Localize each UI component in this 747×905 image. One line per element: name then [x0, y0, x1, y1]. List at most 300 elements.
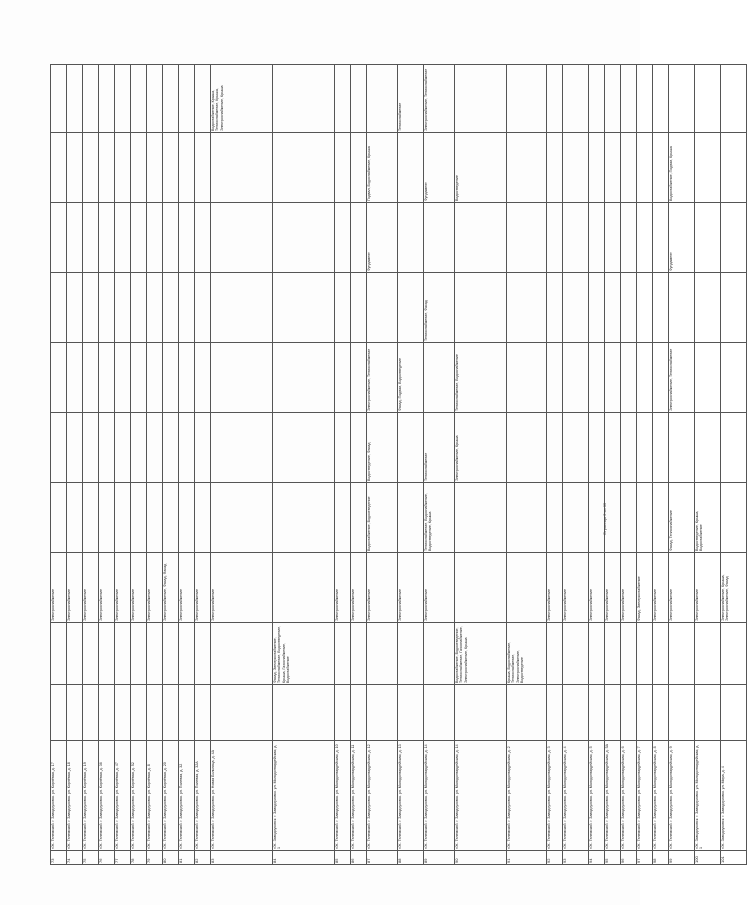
work-type-cell: Теплоснабжение, Водоснабжение [455, 343, 507, 413]
work-type-cell [721, 273, 747, 343]
work-type-cell [67, 203, 83, 273]
work-type-cell [455, 65, 507, 133]
work-type-cell [179, 623, 195, 685]
table-row [621, 65, 637, 865]
address-cell: г/Ж. Телемский. г. Заводоуковск. ул. Корнёвая, д. 19 [83, 741, 99, 851]
work-type-cell [147, 65, 163, 133]
work-type-cell [563, 343, 589, 413]
row-number-cell: 79 [147, 851, 163, 865]
table-row [163, 65, 179, 865]
work-type-cell [507, 133, 547, 203]
table-row [211, 65, 273, 865]
address-cell: г/Ж. Телемский. г. Заводоуковск. ул. Молодогвардейская, д. 13 [398, 741, 424, 851]
work-type-cell: Водоснабжение, Водоотведение [367, 483, 398, 553]
work-type-cell: Водоотведение, Фасад [367, 413, 398, 483]
work-type-cell [83, 483, 99, 553]
work-type-cell [335, 483, 351, 553]
row-number-cell: 97 [637, 851, 653, 865]
address-cell: г/Ж. Телемский. г. Заводоуковск. ул. Молодогвардейская, д. 11 [351, 741, 367, 851]
row-number-cell: 76 [99, 851, 115, 865]
blank-cell [351, 685, 367, 741]
address-cell: г/Ж. Заводоуковск. г. Заводоуковск. ул. Молодогвардейская, д. 1 [695, 741, 721, 851]
blank-cell [669, 685, 695, 741]
address-cell: г/Ж. Телемский. г. Заводоуковск. ул. Молодогвардейская, д. 10 [335, 741, 351, 851]
work-type-cell [147, 413, 163, 483]
work-type-cell [335, 273, 351, 343]
work-type-cell [653, 203, 669, 273]
address-cell: г/Ж. Телемский. г. Заводоуковск. ул. Молодогвардейская, д. 4 [563, 741, 589, 851]
work-type-cell [99, 623, 115, 685]
work-type-cell: Электроснабжение [83, 553, 99, 623]
work-type-cell: Электроснабжение, Крыша, Электроснабжение, Фасад [721, 553, 747, 623]
address-cell: г/Ж. Телемский. г. Заводоуковск. ул. Полевая, д. 32А [195, 741, 211, 851]
blank-cell [115, 685, 131, 741]
work-type-cell [99, 273, 115, 343]
work-type-cell [211, 133, 273, 203]
work-type-cell [99, 203, 115, 273]
work-type-cell [621, 413, 637, 483]
address-cell: г/Ж. Телемский. г. Заводоуковск. ул. Корнёвая, д. 47 [115, 741, 131, 851]
work-type-cell [721, 203, 747, 273]
work-type-cell [424, 203, 455, 273]
work-type-cell [637, 273, 653, 343]
work-type-cell [211, 483, 273, 553]
work-type-cell [695, 623, 721, 685]
work-type-cell [163, 65, 179, 133]
work-type-cell: Электроснабжение, Фасад, Фасад [163, 553, 179, 623]
table-row [653, 65, 669, 865]
work-type-cell [351, 413, 367, 483]
work-type-cell [163, 203, 179, 273]
work-type-cell: Электроснабжение [147, 553, 163, 623]
work-type-cell [589, 203, 605, 273]
work-type-cell [131, 65, 147, 133]
blank-cell [147, 685, 163, 741]
row-number-cell: 81 [179, 851, 195, 865]
address-cell: г/Ж. Телемский. г. Заводоуковск. ул. Молодогвардейская, д. 3 [547, 741, 563, 851]
work-type-cell: Электроснабжение [424, 553, 455, 623]
blank-cell [721, 685, 747, 741]
work-type-cell [621, 65, 637, 133]
work-type-cell [211, 343, 273, 413]
blank-cell [83, 685, 99, 741]
work-type-cell [51, 273, 67, 343]
address-cell: г/Ж. Телемский. г. Заводоуковск. ул. Молодогвардейская, д. 12 [367, 741, 398, 851]
row-number-cell: 96 [621, 851, 637, 865]
table-row [131, 65, 147, 865]
work-type-cell: Электроснабжение [115, 553, 131, 623]
work-type-cell [367, 623, 398, 685]
row-number-cell: 98 [653, 851, 669, 865]
work-type-cell [621, 623, 637, 685]
work-type-cell [195, 133, 211, 203]
address-cell: г/Ж. Телемский. г. Заводоуковск. ул. Молодогвардейская, д. 8 [653, 741, 669, 851]
work-type-cell [507, 273, 547, 343]
work-type-cell [547, 133, 563, 203]
work-type-cell [115, 133, 131, 203]
work-type-cell [115, 273, 131, 343]
row-number-cell: 88 [398, 851, 424, 865]
address-cell: г/Ж. Телемский. г. Заводоуковск. ул. Молодогвардейская, д. 6 [621, 741, 637, 851]
work-type-cell: Электроснабжение [67, 553, 83, 623]
work-type-cell [163, 133, 179, 203]
work-type-cell [99, 413, 115, 483]
work-type-cell [273, 483, 335, 553]
work-type-cell [507, 553, 547, 623]
work-type-cell: Водоотведение, Крыша, Водоснабжение [695, 483, 721, 553]
blank-cell [507, 685, 547, 741]
work-type-cell: Электроснабжение [669, 553, 695, 623]
work-type-cell [589, 273, 605, 343]
work-type-cell [83, 133, 99, 203]
blank-cell [179, 685, 195, 741]
address-cell: г/Ж. Телемский. г. Заводоуковск. ул. Молодогвардейская, д. 9 [669, 741, 695, 851]
work-type-cell [653, 623, 669, 685]
table-row [695, 65, 721, 865]
work-type-cell [99, 65, 115, 133]
row-number-cell: 86 [351, 851, 367, 865]
table-row [115, 65, 131, 865]
work-type-cell [67, 343, 83, 413]
table-row [147, 65, 163, 865]
work-type-cell [67, 133, 83, 203]
work-type-cell [147, 203, 163, 273]
table-row [83, 65, 99, 865]
work-type-cell [99, 343, 115, 413]
work-type-cell: Электроснабжение [621, 553, 637, 623]
work-type-cell [695, 133, 721, 203]
work-type-cell: Крыша, Водоснабжение, Теплоснабжение, Электроснабжение, Водоотведение [507, 623, 547, 685]
work-type-cell [563, 413, 589, 483]
work-type-cell [67, 483, 83, 553]
work-type-cell [147, 343, 163, 413]
work-type-cell: Электроснабжение [653, 553, 669, 623]
work-type-cell [653, 483, 669, 553]
work-type-cell [147, 133, 163, 203]
address-cell: г/Ж. Телемский. г. Заводоуковск. ул. Корнёвая, д. 17 [51, 741, 67, 851]
work-type-cell [455, 273, 507, 343]
work-type-cell [273, 203, 335, 273]
work-type-cell [147, 273, 163, 343]
table-row [507, 65, 547, 865]
blank-cell [589, 685, 605, 741]
address-cell: г/Ж. Телемский. г. Заводоуковск. ул. Молодогвардейская, д. 14 [424, 741, 455, 851]
work-type-cell: Водоотведение [455, 133, 507, 203]
work-type-cell: Подвал, Водоснабжение, Крыша [367, 133, 398, 203]
work-type-cell: Электроснабжение [695, 553, 721, 623]
work-type-cell [211, 273, 273, 343]
work-type-cell [695, 413, 721, 483]
address-cell: г/Ж. Телемский. г. Заводоуковск. ул. Корнёвая, д. 8 [147, 741, 163, 851]
address-cell: г/Ж. Телемский. г. Заводоуковск. ул. Молодогвардейская, д. 14 [455, 741, 507, 851]
work-type-cell: Фасад, Теплоснабжение [669, 483, 695, 553]
work-type-cell [669, 65, 695, 133]
table-row [589, 65, 605, 865]
work-type-cell [398, 413, 424, 483]
address-cell: г/Ж. Телемский. г. Заводоуковск. ул. Корнёвая, д. 18 [67, 741, 83, 851]
work-type-cell [351, 273, 367, 343]
row-number-cell: 93 [563, 851, 589, 865]
table-row [424, 65, 455, 865]
work-type-cell [273, 133, 335, 203]
work-type-cell [67, 65, 83, 133]
address-cell: г/Ж. Телемский. г. Заводоуковск. ул. Корнёвая, д. 36 [99, 741, 115, 851]
work-type-cell [547, 273, 563, 343]
work-type-cell [621, 483, 637, 553]
address-cell: г/Ж. Телемский. г. Заводоуковск. ул. Полевая, д. 32 [179, 741, 195, 851]
work-type-cell [547, 65, 563, 133]
work-type-cell [653, 65, 669, 133]
blank-cell [455, 685, 507, 741]
work-type-cell [147, 483, 163, 553]
work-type-cell [605, 65, 621, 133]
row-number-cell: 83 [211, 851, 273, 865]
work-type-cell [67, 273, 83, 343]
work-type-cell [195, 273, 211, 343]
work-type-cell [99, 483, 115, 553]
work-type-cell [131, 413, 147, 483]
address-cell: г/Ж. Телемский. г. Заводоуковск. ул. Молодогвардейская, д. 5А [605, 741, 621, 851]
work-type-cell [637, 65, 653, 133]
work-type-cell [547, 343, 563, 413]
row-number-cell: 78 [131, 851, 147, 865]
work-type-cell [669, 413, 695, 483]
work-type-cell [351, 203, 367, 273]
address-cell: г/Ж. Телемский. г. Заводоуковск. ул. Корнёвая, д. 20 [163, 741, 179, 851]
work-type-cell [589, 133, 605, 203]
work-type-cell [563, 483, 589, 553]
work-type-cell: Фасад, Электроснабжение [637, 553, 653, 623]
work-type-cell [455, 553, 507, 623]
address-cell: г/Ж. Заводоуковск. г. Заводоуковск. ул. Молодогвардейская, д. 1 [273, 741, 335, 851]
table-row [195, 65, 211, 865]
table-row [367, 65, 398, 865]
work-type-cell [589, 343, 605, 413]
work-type-cell [637, 483, 653, 553]
row-number-cell: 92 [547, 851, 563, 865]
work-type-cell [351, 65, 367, 133]
work-type-cell: Электроснабжение [351, 553, 367, 623]
work-type-cell [211, 623, 273, 685]
work-type-cell [563, 273, 589, 343]
work-type-cell [721, 623, 747, 685]
work-type-cell [273, 413, 335, 483]
work-type-cell [115, 483, 131, 553]
work-type-cell [605, 203, 621, 273]
work-type-cell: Электроснабжение [547, 553, 563, 623]
work-type-cell: Электроснабжение, Теплоснабжение [424, 65, 455, 133]
work-type-cell [335, 203, 351, 273]
blank-cell [398, 685, 424, 741]
work-type-cell [115, 65, 131, 133]
work-type-cell [99, 133, 115, 203]
work-type-cell: Теплоснабжение [424, 413, 455, 483]
work-type-cell: Электроснабжение [131, 553, 147, 623]
work-type-cell [163, 483, 179, 553]
work-type-cell [653, 273, 669, 343]
work-type-cell [83, 273, 99, 343]
table-row [67, 65, 83, 865]
work-type-cell [131, 273, 147, 343]
work-type-cell [507, 343, 547, 413]
work-type-cell [695, 273, 721, 343]
work-type-cell [131, 483, 147, 553]
blank-cell [605, 685, 621, 741]
table-row [51, 65, 67, 865]
table-row [669, 65, 695, 865]
work-type-cell [51, 623, 67, 685]
work-type-cell [83, 343, 99, 413]
work-type-cell [589, 65, 605, 133]
blank-cell [637, 685, 653, 741]
work-type-cell: Фундамент [424, 133, 455, 203]
blank-cell [424, 685, 455, 741]
work-type-cell [563, 623, 589, 685]
work-type-cell: Теплоснабжение, Фасад [424, 273, 455, 343]
work-type-cell [455, 483, 507, 553]
blank-cell [367, 685, 398, 741]
work-type-cell [695, 343, 721, 413]
blank-cell [67, 685, 83, 741]
row-number-cell: 101 [721, 851, 747, 865]
row-number-cell: 77 [115, 851, 131, 865]
work-type-cell [398, 623, 424, 685]
table-row [547, 65, 563, 865]
work-type-cell [547, 483, 563, 553]
work-type-cell [335, 413, 351, 483]
work-type-cell [335, 65, 351, 133]
work-type-cell [669, 623, 695, 685]
work-type-cell [547, 623, 563, 685]
work-type-cell [507, 413, 547, 483]
work-type-cell [273, 553, 335, 623]
work-type-cell [351, 343, 367, 413]
row-number-cell: 80 [163, 851, 179, 865]
work-type-cell [51, 133, 67, 203]
work-type-cell [621, 133, 637, 203]
blank-cell [51, 685, 67, 741]
work-type-cell [653, 133, 669, 203]
row-number-cell: 84 [273, 851, 335, 865]
work-type-cell [195, 65, 211, 133]
work-type-cell: Теплоснабжение [398, 65, 424, 133]
work-type-cell [721, 413, 747, 483]
work-type-cell [605, 343, 621, 413]
work-type-cell [367, 65, 398, 133]
work-type-cell: Фундамент [669, 203, 695, 273]
work-type-cell [507, 203, 547, 273]
work-type-cell [67, 623, 83, 685]
work-type-cell [547, 413, 563, 483]
row-number-cell: 95 [605, 851, 621, 865]
work-type-cell [721, 65, 747, 133]
table-row [273, 65, 335, 865]
table-row [99, 65, 115, 865]
work-type-cell [115, 623, 131, 685]
address-cell: г/Ж. Телемский. г. Заводоуковск. ул. Корнёвая, д. 52 [131, 741, 147, 851]
work-type-cell [351, 623, 367, 685]
work-type-cell [398, 203, 424, 273]
work-type-cell [195, 623, 211, 685]
work-type-cell [195, 483, 211, 553]
work-type-cell [211, 413, 273, 483]
work-type-cell [621, 273, 637, 343]
row-number-cell: 91 [507, 851, 547, 865]
table-row [335, 65, 351, 865]
work-type-cell [367, 273, 398, 343]
work-type-cell [163, 273, 179, 343]
row-number-cell: 89 [424, 851, 455, 865]
work-type-cell [398, 273, 424, 343]
work-type-cell [51, 343, 67, 413]
work-type-cell [51, 483, 67, 553]
row-number-cell: 74 [67, 851, 83, 865]
blank-cell [695, 685, 721, 741]
work-type-cell [669, 273, 695, 343]
work-type-cell: Фасад, Электроснабжение, Теплоснабжение, Водоотведение, Крыша, Газоснабжение, Водоснабжение [273, 623, 335, 685]
address-cell: г/Ж. Телемский. г. Заводоуковск. ул. Молодогвардейская, д. 7 [637, 741, 653, 851]
work-type-cell [589, 623, 605, 685]
work-type-cell [273, 343, 335, 413]
work-type-cell [455, 203, 507, 273]
work-type-cell [621, 203, 637, 273]
work-type-cell [195, 203, 211, 273]
table-body [51, 65, 747, 865]
work-type-cell [147, 623, 163, 685]
work-type-cell [211, 203, 273, 273]
table-row [398, 65, 424, 865]
row-number-cell: 99 [669, 851, 695, 865]
work-type-cell: Водоснабжение, Крыша, Теплоснабжение, Крыша, Электроснабжение, Крыша [211, 65, 273, 133]
work-type-cell: Электроснабжение [367, 553, 398, 623]
row-number-cell: 87 [367, 851, 398, 865]
work-type-cell [67, 413, 83, 483]
table-row [563, 65, 589, 865]
work-type-cell [179, 65, 195, 133]
work-type-cell [605, 273, 621, 343]
row-number-cell: 90 [455, 851, 507, 865]
work-type-cell [653, 413, 669, 483]
work-type-cell [51, 65, 67, 133]
work-type-cell [179, 133, 195, 203]
repair-schedule-table [50, 64, 747, 865]
table-row [721, 65, 747, 865]
work-type-cell [83, 203, 99, 273]
work-type-cell: Фасад, Подвал, Водоотведение [398, 343, 424, 413]
work-type-cell [83, 413, 99, 483]
work-type-cell [83, 623, 99, 685]
table-row [637, 65, 653, 865]
work-type-cell [115, 343, 131, 413]
work-type-cell [335, 343, 351, 413]
work-type-cell [179, 483, 195, 553]
work-type-cell [115, 203, 131, 273]
work-type-cell [507, 483, 547, 553]
work-type-cell [637, 133, 653, 203]
blank-cell [99, 685, 115, 741]
work-type-cell [637, 343, 653, 413]
work-type-cell: Фундамент [367, 203, 398, 273]
work-type-cell [131, 623, 147, 685]
work-type-cell [637, 413, 653, 483]
work-type-cell [398, 133, 424, 203]
work-type-cell [335, 623, 351, 685]
work-type-cell [115, 413, 131, 483]
page-footer: Страница 2 из 35 [602, 502, 607, 535]
work-type-cell [51, 413, 67, 483]
work-type-cell [424, 623, 455, 685]
work-type-cell: Водоснабжение, Подвал, Крыша [669, 133, 695, 203]
